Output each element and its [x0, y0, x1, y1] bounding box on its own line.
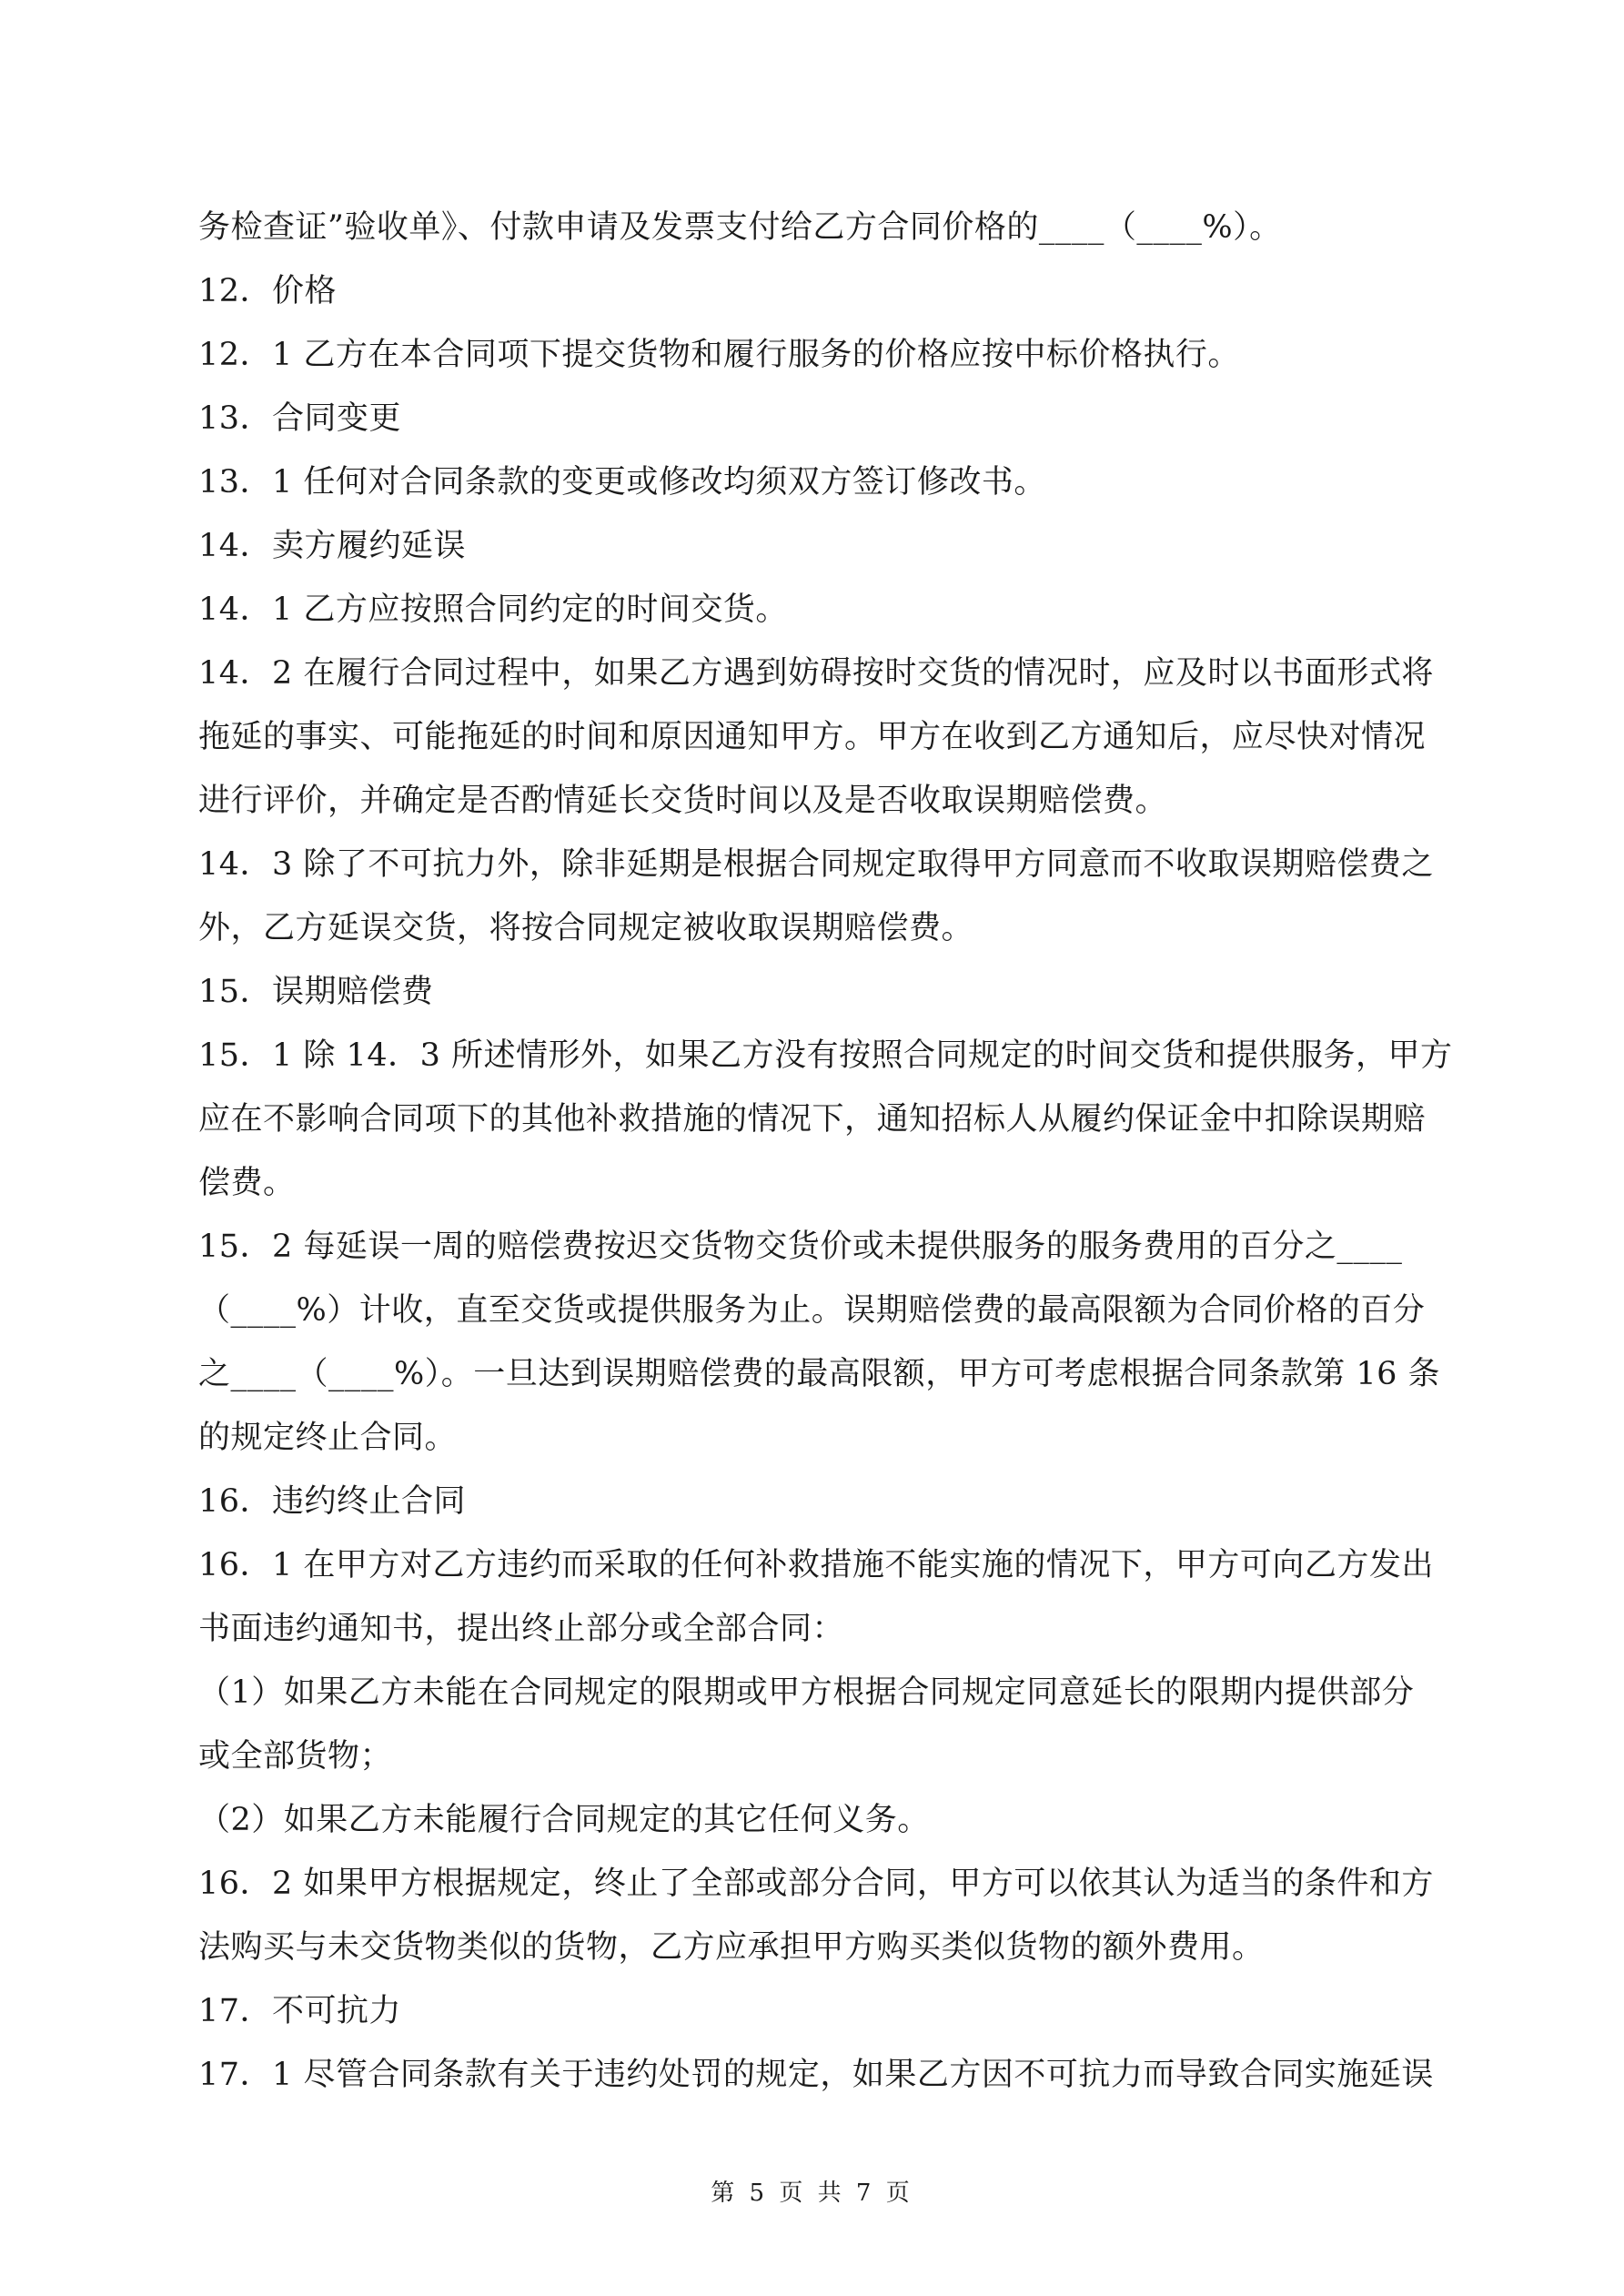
text-line: 13．1 任何对合同条款的变更或修改均须双方签订修改书。	[198, 464, 1046, 501]
section-heading: 16．违约终止合同	[198, 1483, 467, 1520]
text-line: 应在不影响合同项下的其他补救措施的情况下，通知招标人从履约保证金中扣除误期赔	[198, 1101, 1427, 1138]
text-line: （2）如果乙方未能履行合同规定的其它任何义务。	[198, 1802, 930, 1838]
text-line: 14．3 除了不可抗力外，除非延期是根据合同规定取得甲方同意而不收取误期赔偿费之	[198, 846, 1434, 883]
text-line: （____%）计收，直至交货或提供服务为止。误期赔偿费的最高限额为合同价格的百分	[198, 1292, 1426, 1329]
text-line: 14．2 在履行合同过程中，如果乙方遇到妨碍按时交货的情况时，应及时以书面形式将	[198, 655, 1434, 692]
text-line: 外，乙方延误交货，将按合同规定被收取误期赔偿费。	[198, 910, 974, 946]
text-line: （1）如果乙方未能在合同规定的限期或甲方根据合同规定同意延长的限期内提供部分	[198, 1674, 1415, 1711]
text-line: 16．2 如果甲方根据规定，终止了全部或部分合同，甲方可以依其认为适当的条件和方	[198, 1866, 1434, 1902]
document-body	[198, 196, 1453, 2107]
text-line: 法购买与未交货物类似的货物，乙方应承担甲方购买类似货物的额外费用。	[198, 1929, 1265, 1966]
text-line: 拖延的事实、可能拖延的时间和原因通知甲方。甲方在收到乙方通知后，应尽快对情况	[198, 719, 1427, 755]
text-line: 之____（____%）。一旦达到误期赔偿费的最高限额，甲方可考虑根据合同条款第 16 条	[198, 1356, 1441, 1392]
section-heading: 17．不可抗力	[198, 1993, 402, 2029]
text-line: 12．1 乙方在本合同项下提交货物和履行服务的价格应按中标价格执行。	[198, 337, 1240, 373]
text-line: 16．1 在甲方对乙方违约而采取的任何补救措施不能实施的情况下，甲方可向乙方发出	[198, 1547, 1434, 1583]
section-heading: 15．误期赔偿费	[198, 974, 434, 1010]
text-line: 17．1 尽管合同条款有关于违约处罚的规定，如果乙方因不可抗力而导致合同实施延误	[198, 2057, 1434, 2093]
section-heading: 14．卖方履约延误	[198, 528, 467, 564]
text-line: 15．1 除 14．3 所述情形外，如果乙方没有按照合同规定的时间交货和提供服务，甲方	[198, 1037, 1453, 1074]
text-line: 偿费。	[198, 1165, 296, 1201]
text-line: 或全部货物；	[198, 1738, 393, 1775]
section-heading: 13．合同变更	[198, 400, 402, 437]
text-line: 的规定终止合同。	[198, 1420, 458, 1456]
section-heading: 12．价格	[198, 273, 338, 309]
text-line: 进行评价，并确定是否酌情延长交货时间以及是否收取误期赔偿费。	[198, 783, 1168, 819]
text-line: 14．1 乙方应按照合同约定的时间交货。	[198, 592, 788, 628]
text-line: 15．2 每延误一周的赔偿费按迟交货物交货价或未提供服务的服务费用的百分之____	[198, 1229, 1403, 1265]
text-line: 书面违约通知书，提出终止部分或全部合同：	[198, 1611, 845, 1647]
page-number-footer: 第 5 页 共 7 页	[711, 2180, 913, 2207]
text-line: 务检查证”验收单》、付款申请及发票支付给乙方合同价格的____（____%）。	[198, 209, 1282, 246]
